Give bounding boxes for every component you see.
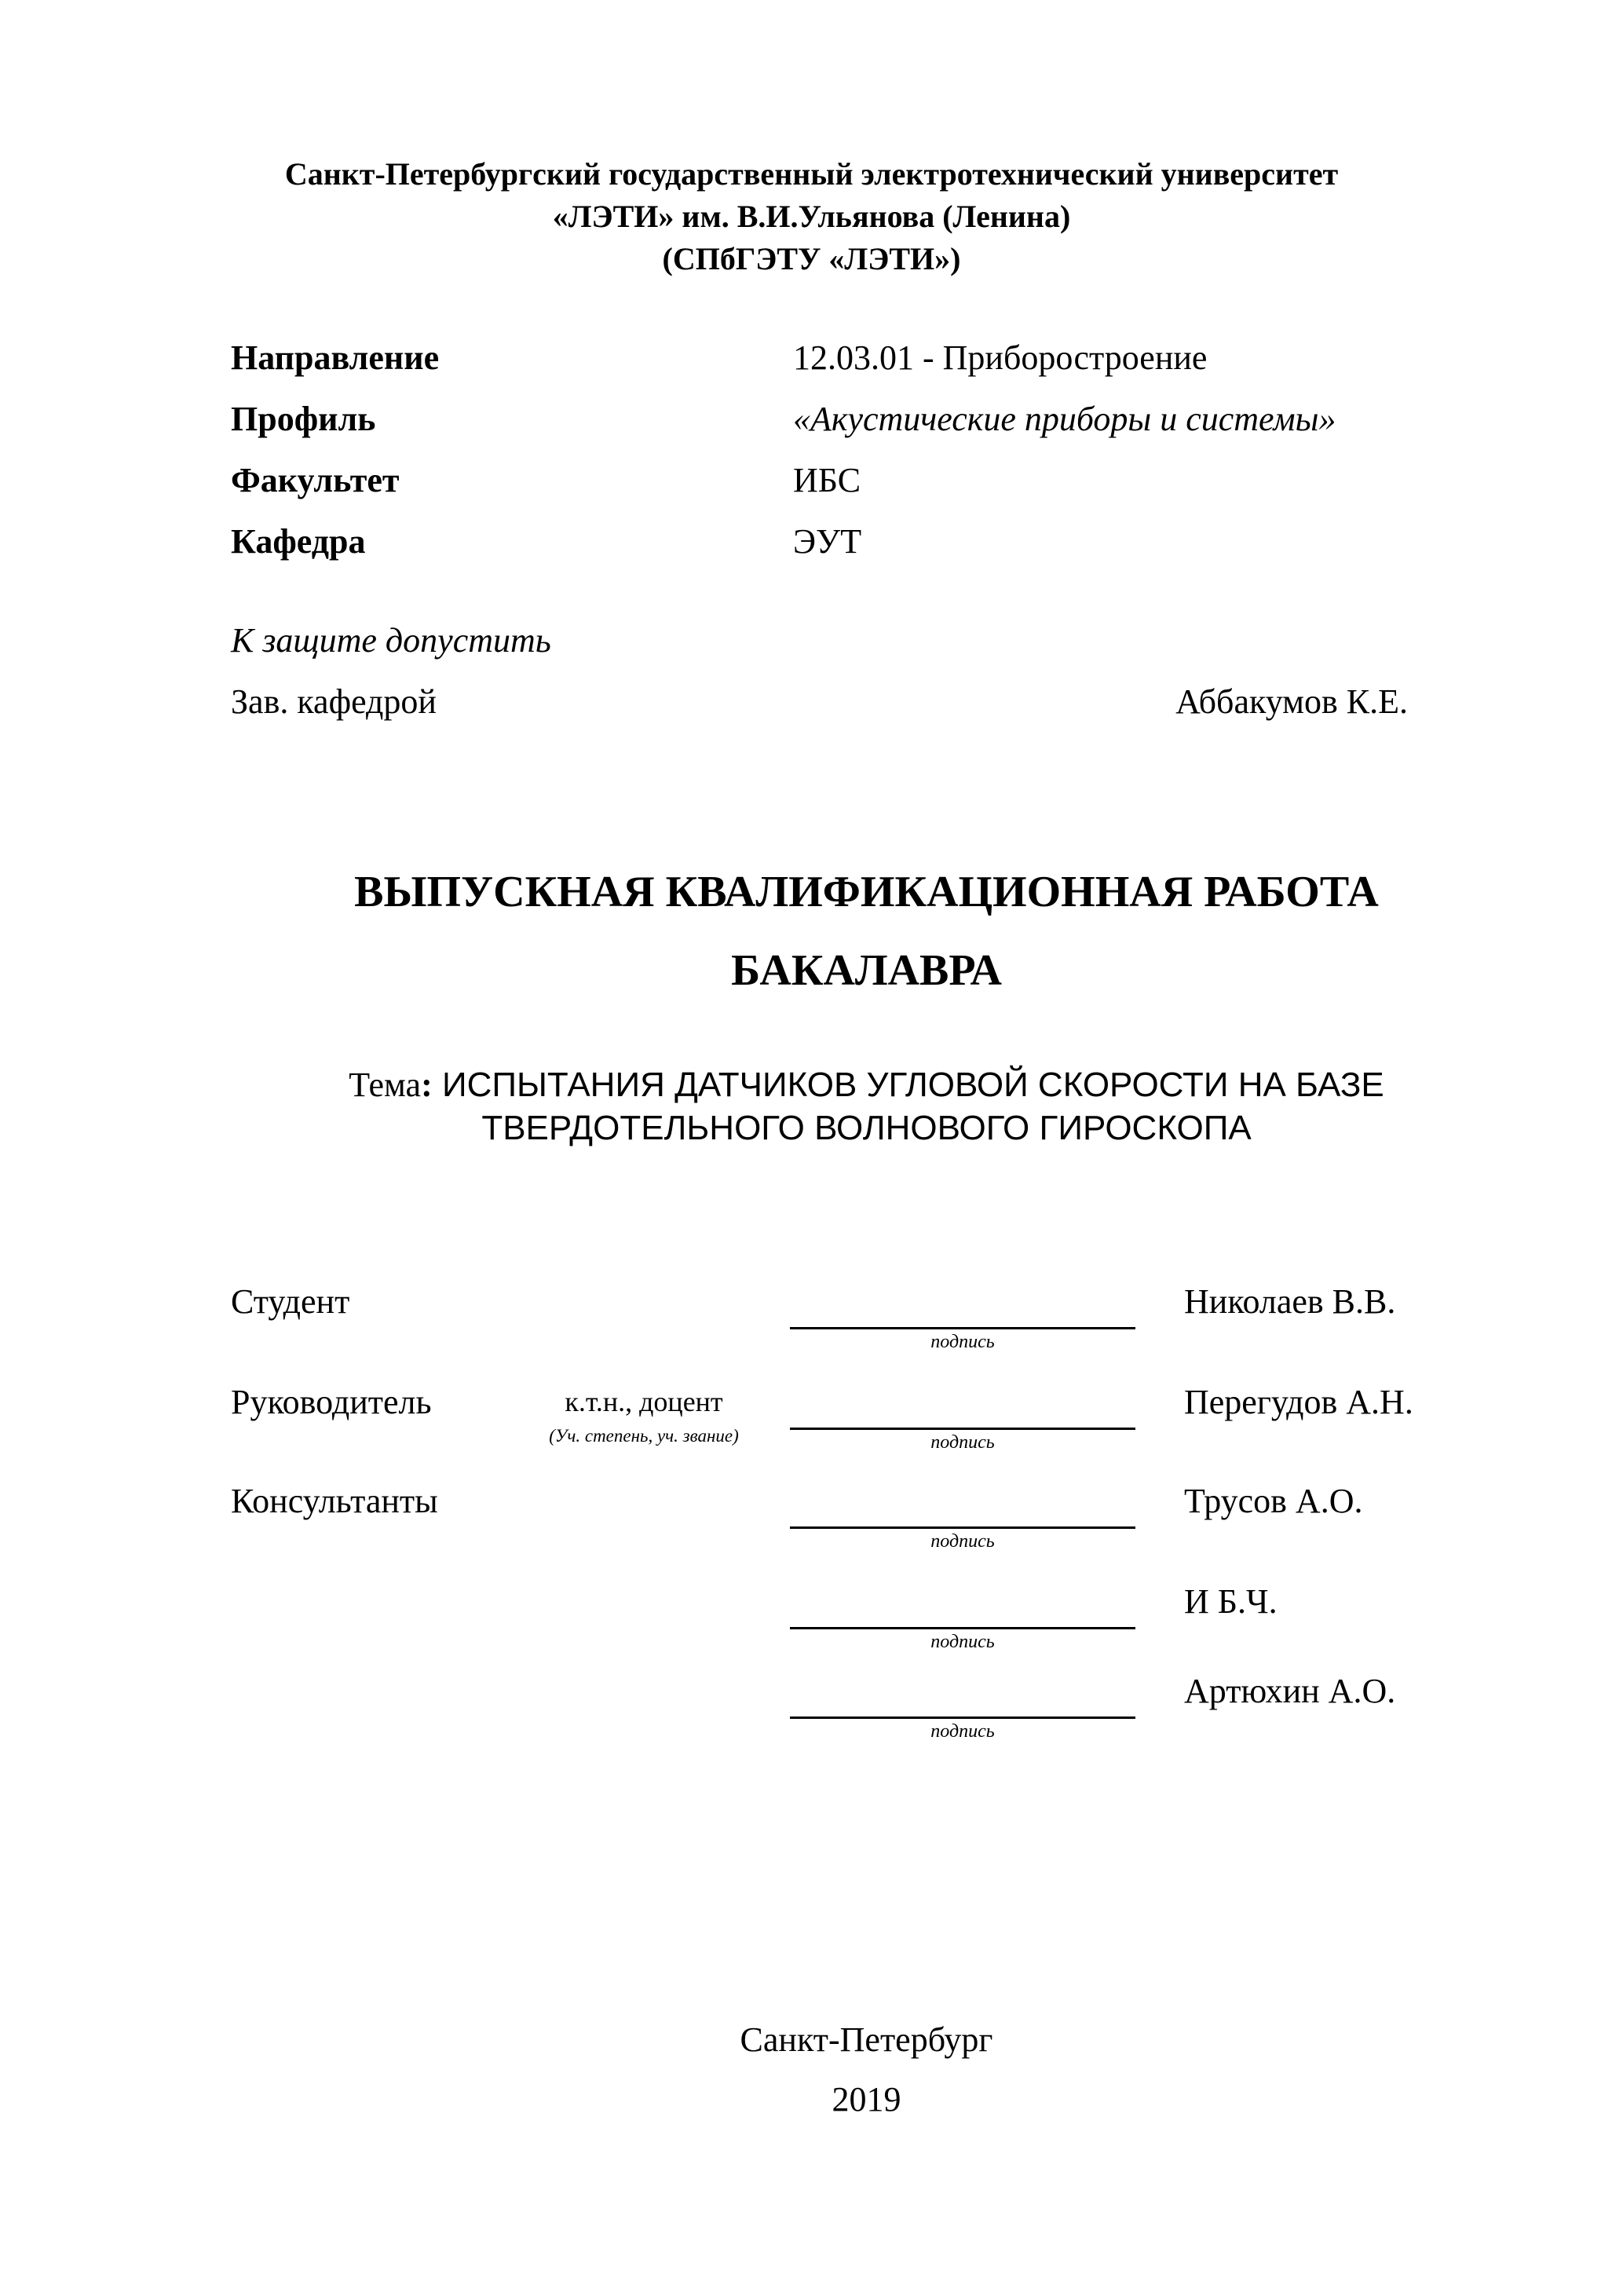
student-signature-caption: подпись <box>930 1332 995 1352</box>
topic-prefix: Тема <box>349 1066 422 1104</box>
year: 2019 <box>832 2080 901 2119</box>
student-label: Студент <box>231 1282 350 1321</box>
work-title: ВЫПУСКНАЯ КВАЛИФИКАЦИОННАЯ РАБОТА <box>354 868 1379 916</box>
consultant-2-signature-line <box>790 1627 1135 1629</box>
university-name: Санкт-Петербургский государственный электротехнический университет <box>284 156 1339 192</box>
supervisor-label: Руководитель <box>231 1383 432 1421</box>
consultant-1-signature-line <box>790 1526 1135 1529</box>
profile-label: Профиль <box>231 400 376 438</box>
department-label: Кафедра <box>231 522 366 561</box>
topic-text-1: ИСПЫТАНИЯ ДАТЧИКОВ УГЛОВОЙ СКОРОСТИ НА БАЗЕ <box>432 1066 1384 1104</box>
city: Санкт-Петербург <box>740 2020 993 2059</box>
approval-name: Аббакумов К.Е. <box>1175 682 1408 721</box>
consultant-1-signature-caption: подпись <box>930 1531 995 1552</box>
direction-label: Направление <box>231 338 440 377</box>
student-signature-line <box>790 1327 1135 1329</box>
consultant-2-signature-caption: подпись <box>930 1632 995 1652</box>
department-value: ЭУТ <box>793 522 862 561</box>
consultant-2-name: И Б.Ч. <box>1184 1582 1278 1621</box>
topic-line-1 <box>0 1065 1623 1105</box>
faculty-label: Факультет <box>231 461 400 499</box>
consultant-3-signature-caption: подпись <box>930 1721 995 1742</box>
work-degree: БАКАЛАВРА <box>731 946 1002 995</box>
faculty-value: ИБС <box>793 461 861 499</box>
topic-line-2: ТВЕРДОТЕЛЬНОГО ВОЛНОВОГО ГИРОСКОПА <box>481 1109 1252 1147</box>
direction-value: 12.03.01 - Приборостроение <box>793 338 1208 377</box>
supervisor-name: Перегудов А.Н. <box>1184 1383 1413 1421</box>
consultant-1-name: Трусов А.О. <box>1184 1482 1363 1520</box>
university-abbreviation: (СПбГЭТУ «ЛЭТИ») <box>662 241 961 276</box>
supervisor-rank-caption: (Уч. степень, уч. звание) <box>549 1426 739 1446</box>
approval-note: К защите допустить <box>231 621 551 660</box>
university-short-name: «ЛЭТИ» им. В.И.Ульянова (Ленина) <box>552 199 1071 234</box>
supervisor-signature-line <box>790 1428 1135 1430</box>
topic-colon: : <box>421 1066 433 1104</box>
consultants-label: Консультанты <box>231 1482 438 1520</box>
approval-position: Зав. кафедрой <box>231 682 437 721</box>
supervisor-rank: к.т.н., доцент <box>565 1386 723 1417</box>
consultant-3-name: Артюхин А.О. <box>1184 1672 1396 1710</box>
consultant-3-signature-line <box>790 1717 1135 1719</box>
student-name: Николаев В.В. <box>1184 1282 1396 1321</box>
supervisor-signature-caption: подпись <box>930 1432 995 1453</box>
profile-value: «Акустические приборы и системы» <box>793 400 1336 438</box>
